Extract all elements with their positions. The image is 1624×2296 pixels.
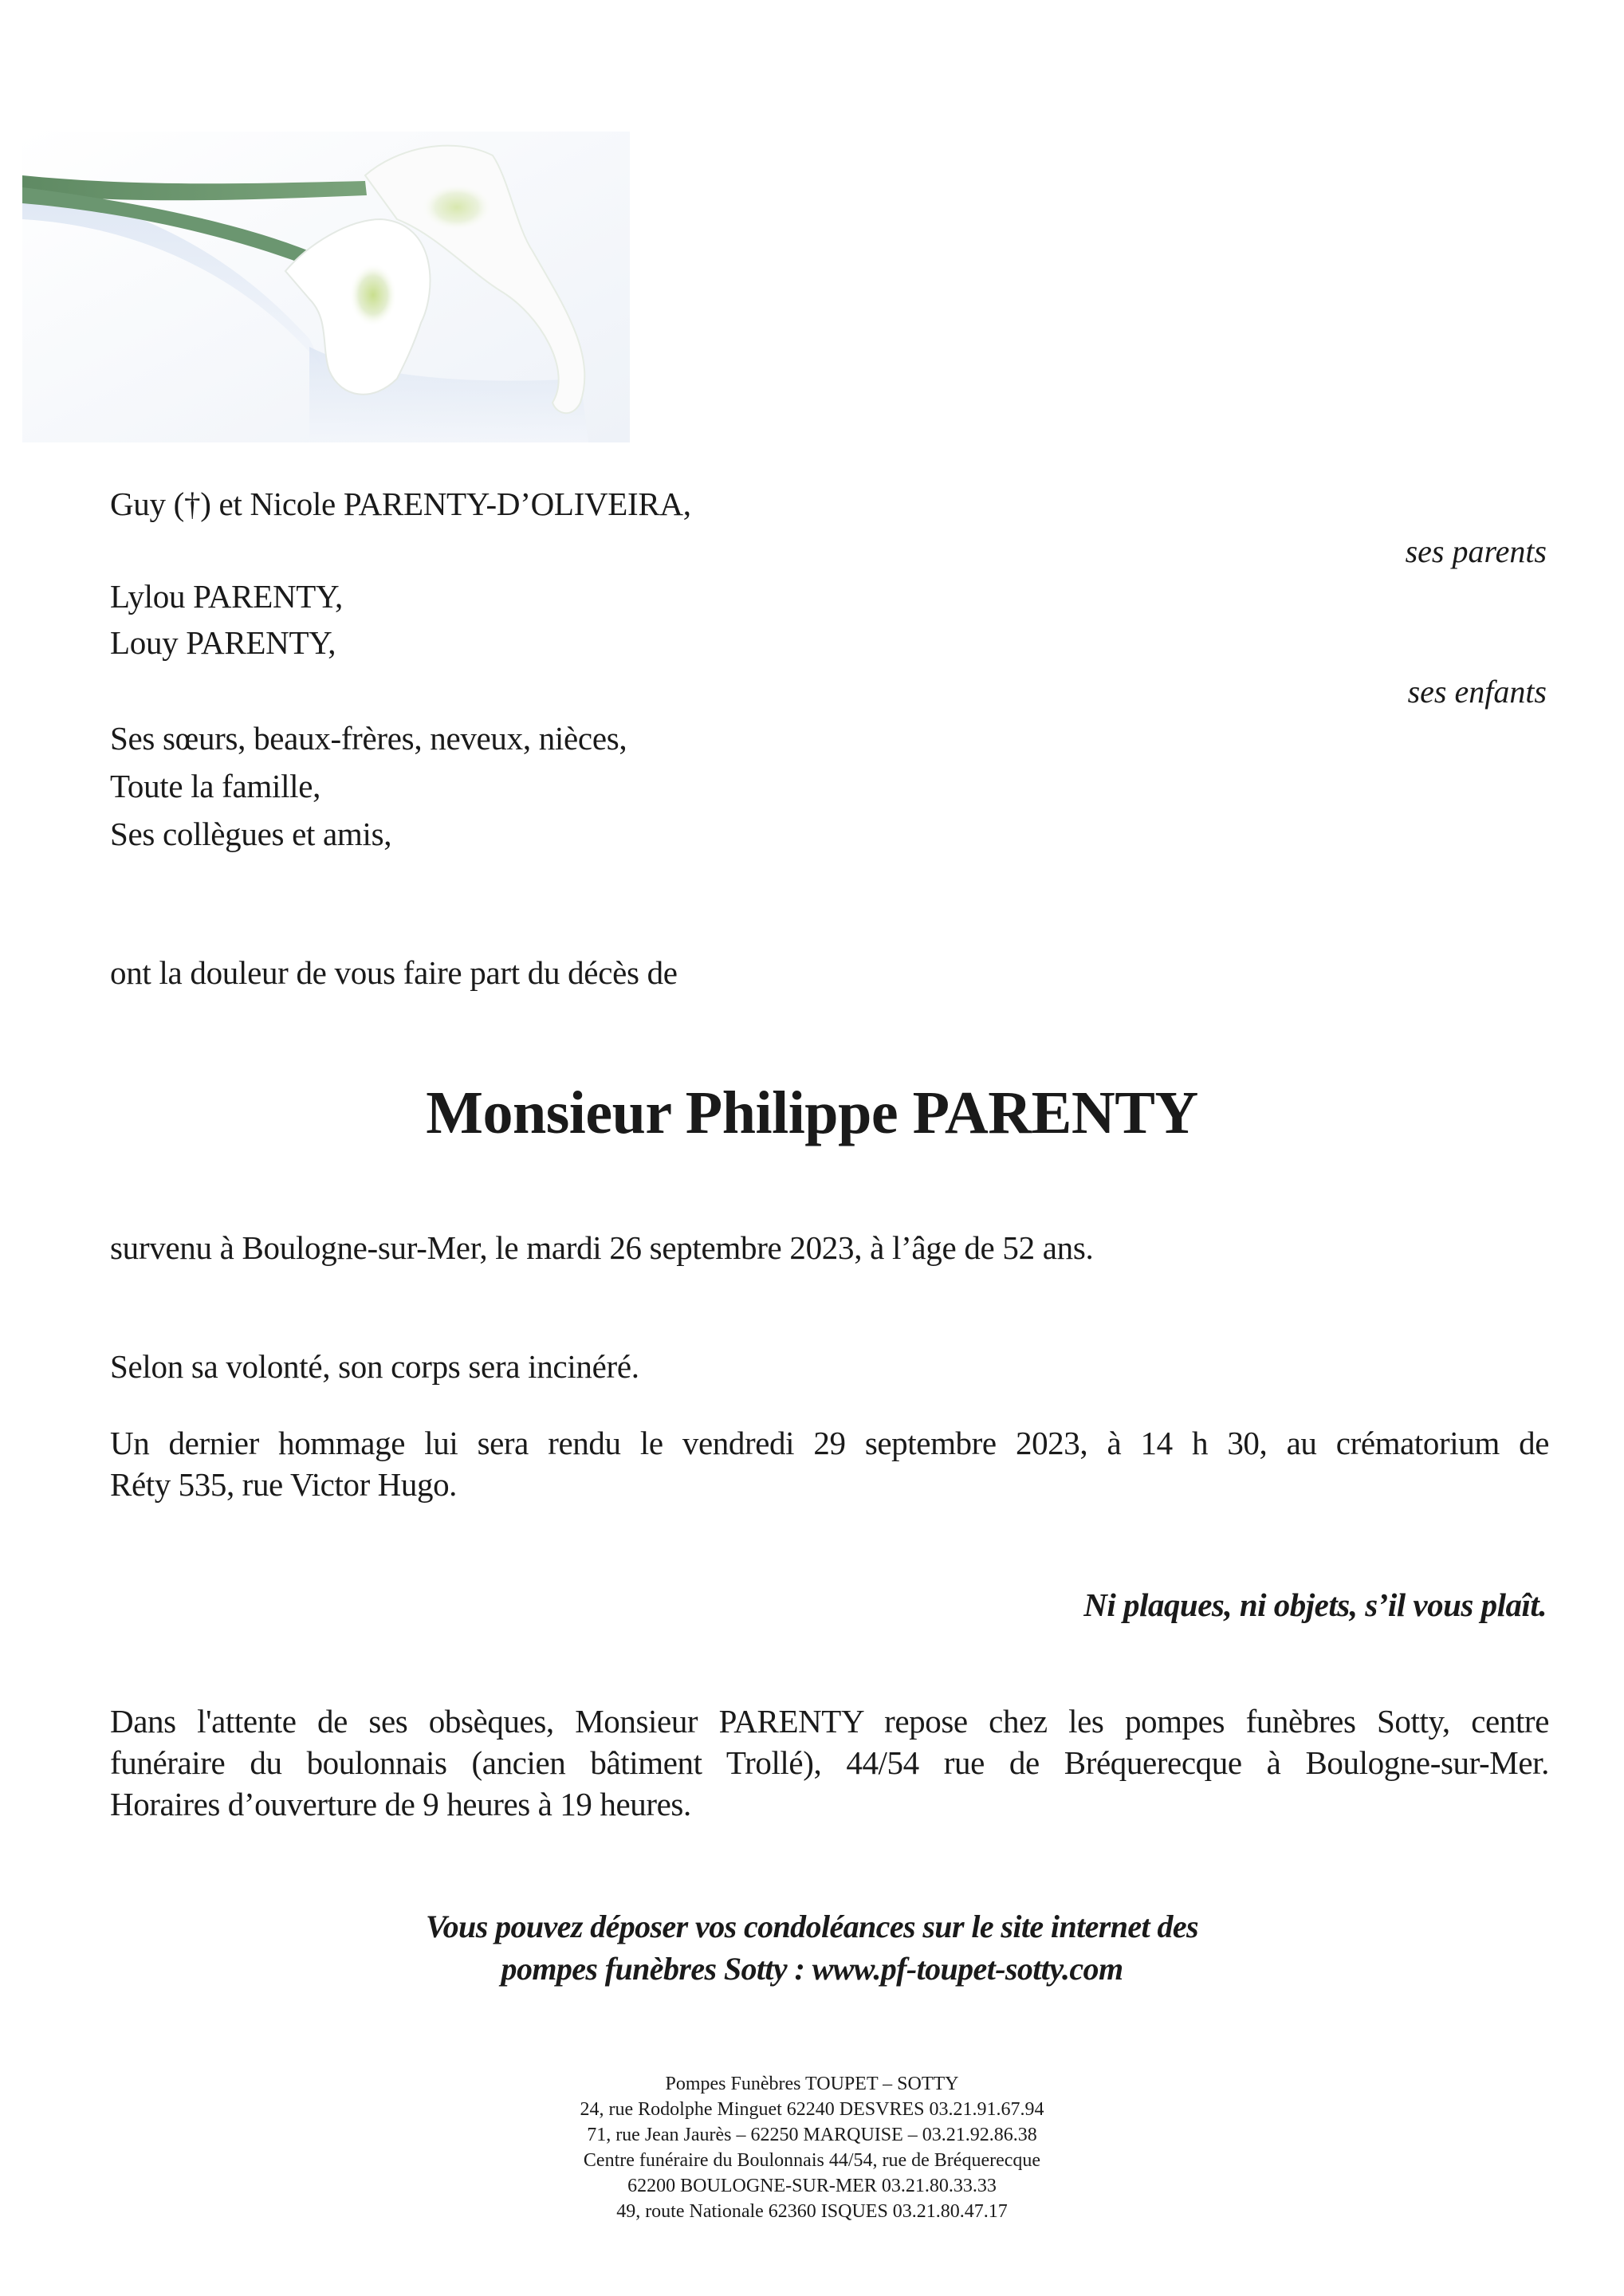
footer-company-name: Pompes Funèbres TOUPET – SOTTY: [665, 2074, 959, 2094]
calla-lily-flower-image: [22, 132, 630, 442]
children-label: ses enfants: [1407, 674, 1547, 710]
ceremony-line: Réty 535, rue Victor Hugo.: [110, 1466, 458, 1503]
cremation-wish-text: Selon sa volonté, son corps sera incinéré.: [110, 1348, 639, 1385]
footer-address-line: 62200 BOULOGNE-SUR-MER 03.21.80.33.33: [627, 2176, 997, 2196]
condolences-notice: [0, 1905, 1624, 1990]
visitation-line: Dans l'attente de ses obsèques, Monsieur PARENTY repose chez les pompes funèbres Sotty, centre: [110, 1703, 1549, 1740]
relatives-line: Toute la famille,: [110, 768, 321, 804]
deceased-name-heading: Monsieur Philippe PARENTY: [426, 1079, 1198, 1146]
parents-label: ses parents: [1405, 533, 1547, 569]
footer-address-line: 49, route Nationale 62360 ISQUES 03.21.80.47.17: [616, 2201, 1008, 2222]
visitation-line: Horaires d’ouverture de 9 heures à 19 heures.: [110, 1786, 691, 1822]
relatives-line: Ses collègues et amis,: [110, 816, 392, 852]
condolences-line-website: pompes funèbres Sotty : www.pf-toupet-sotty.com: [501, 1951, 1123, 1987]
footer-address-line: 24, rue Rodolphe Minguet 62240 DESVRES 03.21.91.67.94: [580, 2099, 1044, 2120]
death-details-text: survenu à Boulogne-sur-Mer, le mardi 26 septembre 2023, à l’âge de 52 ans.: [110, 1229, 1094, 1266]
visitation-line: funéraire du boulonnais (ancien bâtiment Trollé), 44/54 rue de Bréquerecque à Boulogne-sur-Mer.: [110, 1744, 1549, 1781]
relatives-line: Ses sœurs, beaux-frères, neveux, nièces,: [110, 720, 627, 757]
child-line: Louy PARENTY,: [110, 624, 336, 661]
funeral-home-footer: [0, 2071, 1624, 2224]
no-flowers-notice: Ni plaques, ni objets, s’il vous plaît.: [1083, 1586, 1547, 1623]
parents-line: Guy (†) et Nicole PARENTY-D’OLIVEIRA,: [110, 486, 691, 522]
announcement-text: ont la douleur de vous faire part du décès de: [110, 954, 678, 991]
footer-address-line: 71, rue Jean Jaurès – 62250 MARQUISE – 03.21.92.86.38: [587, 2125, 1037, 2145]
child-line: Lylou PARENTY,: [110, 578, 343, 615]
visitation-paragraph: [110, 1700, 1549, 1825]
condolences-line: Vous pouvez déposer vos condoléances sur le site internet des: [426, 1909, 1198, 1944]
ceremony-paragraph: [110, 1422, 1549, 1505]
footer-address-line: Centre funéraire du Boulonnais 44/54, rue de Bréquerecque: [583, 2150, 1041, 2171]
ceremony-line: Un dernier hommage lui sera rendu le vendredi 29 septembre 2023, à 14 h 30, au crématorium de: [110, 1425, 1549, 1461]
